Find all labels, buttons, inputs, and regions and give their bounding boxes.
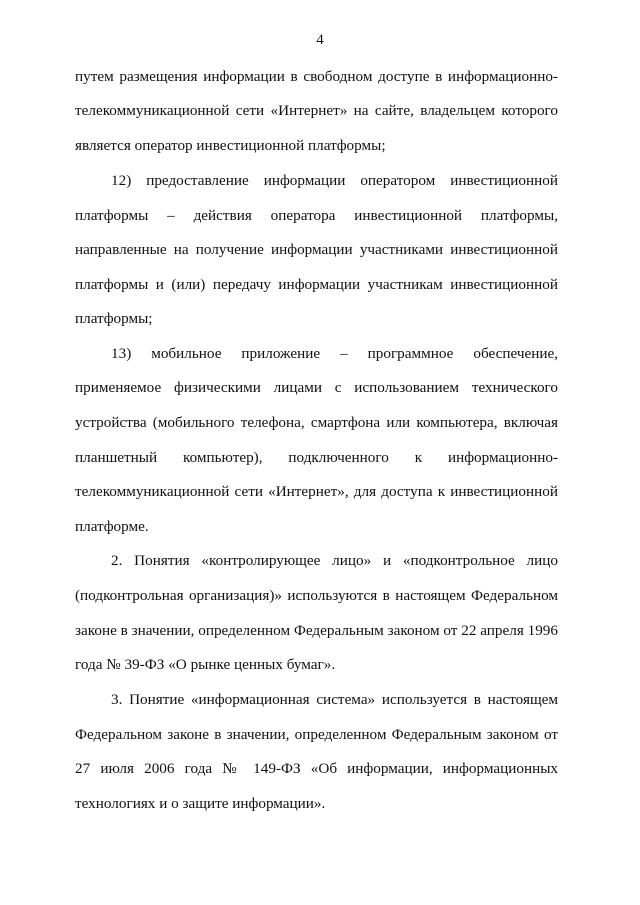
text-line: платформы – действия оператора инвестиционной платформы, [75,207,558,224]
text-line: применяемое физическими лицами с использованием технического [75,379,558,396]
text-line: путем размещения информации в свободном доступе в информационно- [75,68,558,85]
text-line: телекоммуникационной сети «Интернет» на сайте, владельцем которого [75,102,558,119]
text-line: 2. Понятия «контролирующее лицо» и «подконтрольное лицо [111,552,558,569]
text-line: телекоммуникационной сети «Интернет», для доступа к инвестиционной [75,483,558,500]
text-line: технологиях и о защите информации». [75,795,326,812]
text-line: является оператор инвестиционной платформы; [75,137,386,154]
text-line: Федеральном законе в значении, определенном Федеральным законом от [75,726,558,743]
text-line: 27 июля 2006 года № 149-ФЗ «Об информации, информационных [75,760,558,777]
text-line: устройства (мобильного телефона, смартфона или компьютера, включая [75,414,558,431]
text-line: 13) мобильное приложение – программное обеспечение, [111,345,558,362]
text-line: платформы и (или) передачу информации участникам инвестиционной [75,276,558,293]
text-line: направленные на получение информации участниками инвестиционной [75,241,558,258]
page-number: 4 [316,32,324,48]
text-line: платформы; [75,310,153,327]
text-line: планшетный компьютер), подключенного к информационно- [75,449,558,466]
text-line: 3. Понятие «информационная система» используется в настоящем [111,691,558,708]
text-line: законе в значении, определенном Федеральным законом от 22 апреля 1996 [75,622,558,639]
text-line: (подконтрольная организация)» используются в настоящем Федеральном [75,587,558,604]
text-line: 12) предоставление информации оператором инвестиционной [111,172,558,189]
text-line: платформе. [75,518,149,535]
text-line: года № 39-ФЗ «О рынке ценных бумаг». [75,656,336,673]
